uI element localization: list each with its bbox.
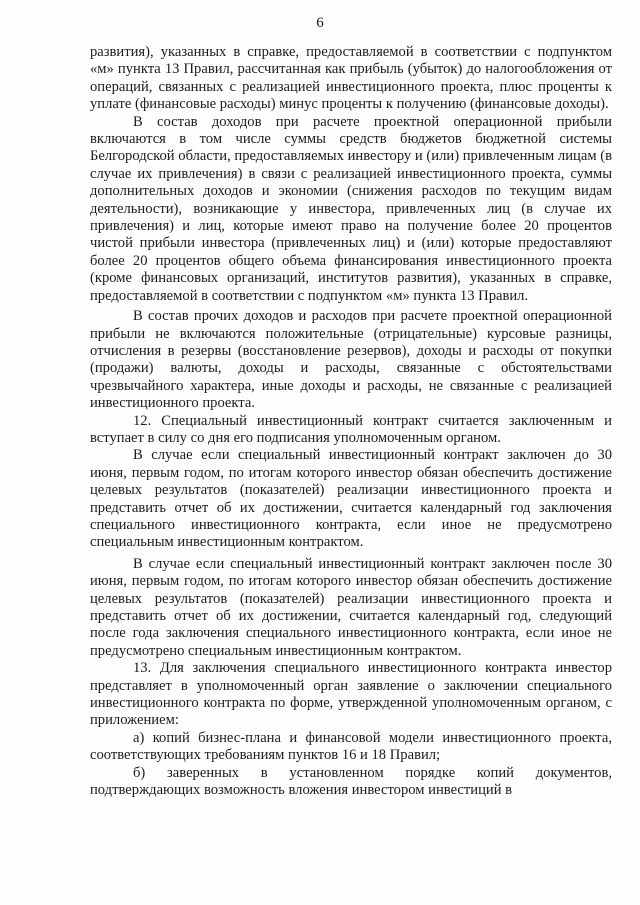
page-number: 6 <box>316 15 324 31</box>
paragraph-item-12: 12. Специальный инвестиционный контракт считается заключенным и вступает в силу со дня его подписания уполномоченным органом. <box>90 412 612 446</box>
paragraph-subitem-b: б) заверенных в установленном порядке копий документов, подтверждающих возможность вложения инвестором инвестиций в <box>90 764 612 799</box>
paragraph-continuation: развития), указанных в справке, предоставляемой в соответствии с подпунктом «м» пункта 13 Правил, рассчитанная как прибыль (убыток) до налогообложения от операций, связанных с реализацией инвестиционного проекта, плюс проценты к уплате (финансовые расходы) минус проценты к получению (финансовые доходы). <box>90 44 612 113</box>
paragraph-operating-profit-income: В состав доходов при расчете проектной операционной прибыли включаются в том числе суммы средств бюджетов бюджетной системы Белгородской области, предоставляемых инвестору и (или) привлеченным лицам (в случае их привлечения) в связи с реализацией инвестиционного проекта, суммы дополнительных доходов и экономии (снижения расходов по текущим видам деятельности), возникающие у инвестора, привлеченных лиц (в случае их привлечения) и лиц, которые имеют право на получение более 20 процентов чистой прибыли инвестора (привлеченных лиц) и (или) которые предоставляют более 20 процентов общего объема финансирования инвестиционного проекта (кроме финансовых организаций, институтов развития), указанных в справке, предоставляемой в соответствии с подпунктом «м» пункта 13 Правил. <box>90 113 612 304</box>
paragraph-before-june-30: В случае если специальный инвестиционный контракт заключен до 30 июня, первым годом, по итогам которого инвестор обязан обеспечить достижение целевых результатов (показателей) реализации инвестиционного проекта и представить отчет об их достижении, считается календарный год заключения специального инвестиционного контракта, если иное не предусмотрено специальным инвестиционным контрактом. <box>90 447 612 551</box>
document-body <box>90 44 612 799</box>
paragraph-after-june-30: В случае если специальный инвестиционный контракт заключен после 30 июня, первым годом, по итогам которого инвестор обязан обеспечить достижение целевых результатов (показателей) реализации инвестиционного проекта и представить отчет об их достижении, считается календарный год, следующий после года заключения специального инвестиционного контракта, если иное не предусмотрено специальным инвестиционным контрактом. <box>90 555 612 659</box>
paragraph-subitem-a: а) копий бизнес-плана и финансовой модели инвестиционного проекта, соответствующих требованиям пунктов 16 и 18 Правил; <box>90 729 612 764</box>
paragraph-item-13: 13. Для заключения специального инвестиционного контракта инвестор представляет в уполномоченный орган заявление о заключении специального инвестиционного контракта по форме, утвержденной уполномоченным органом, с приложением: <box>90 660 612 729</box>
paragraph-excluded-income: В состав прочих доходов и расходов при расчете проектной операционной прибыли не включаются положительные (отрицательные) курсовые разницы, отчисления в резервы (восстановление резервов), доходы и расходы от покупки (продажи) валюты, доходы и расходы, связанные с обстоятельствами чрезвычайного характера, иные доходы и расходы, не связанные с реализацией инвестиционного проекта. <box>90 308 612 412</box>
